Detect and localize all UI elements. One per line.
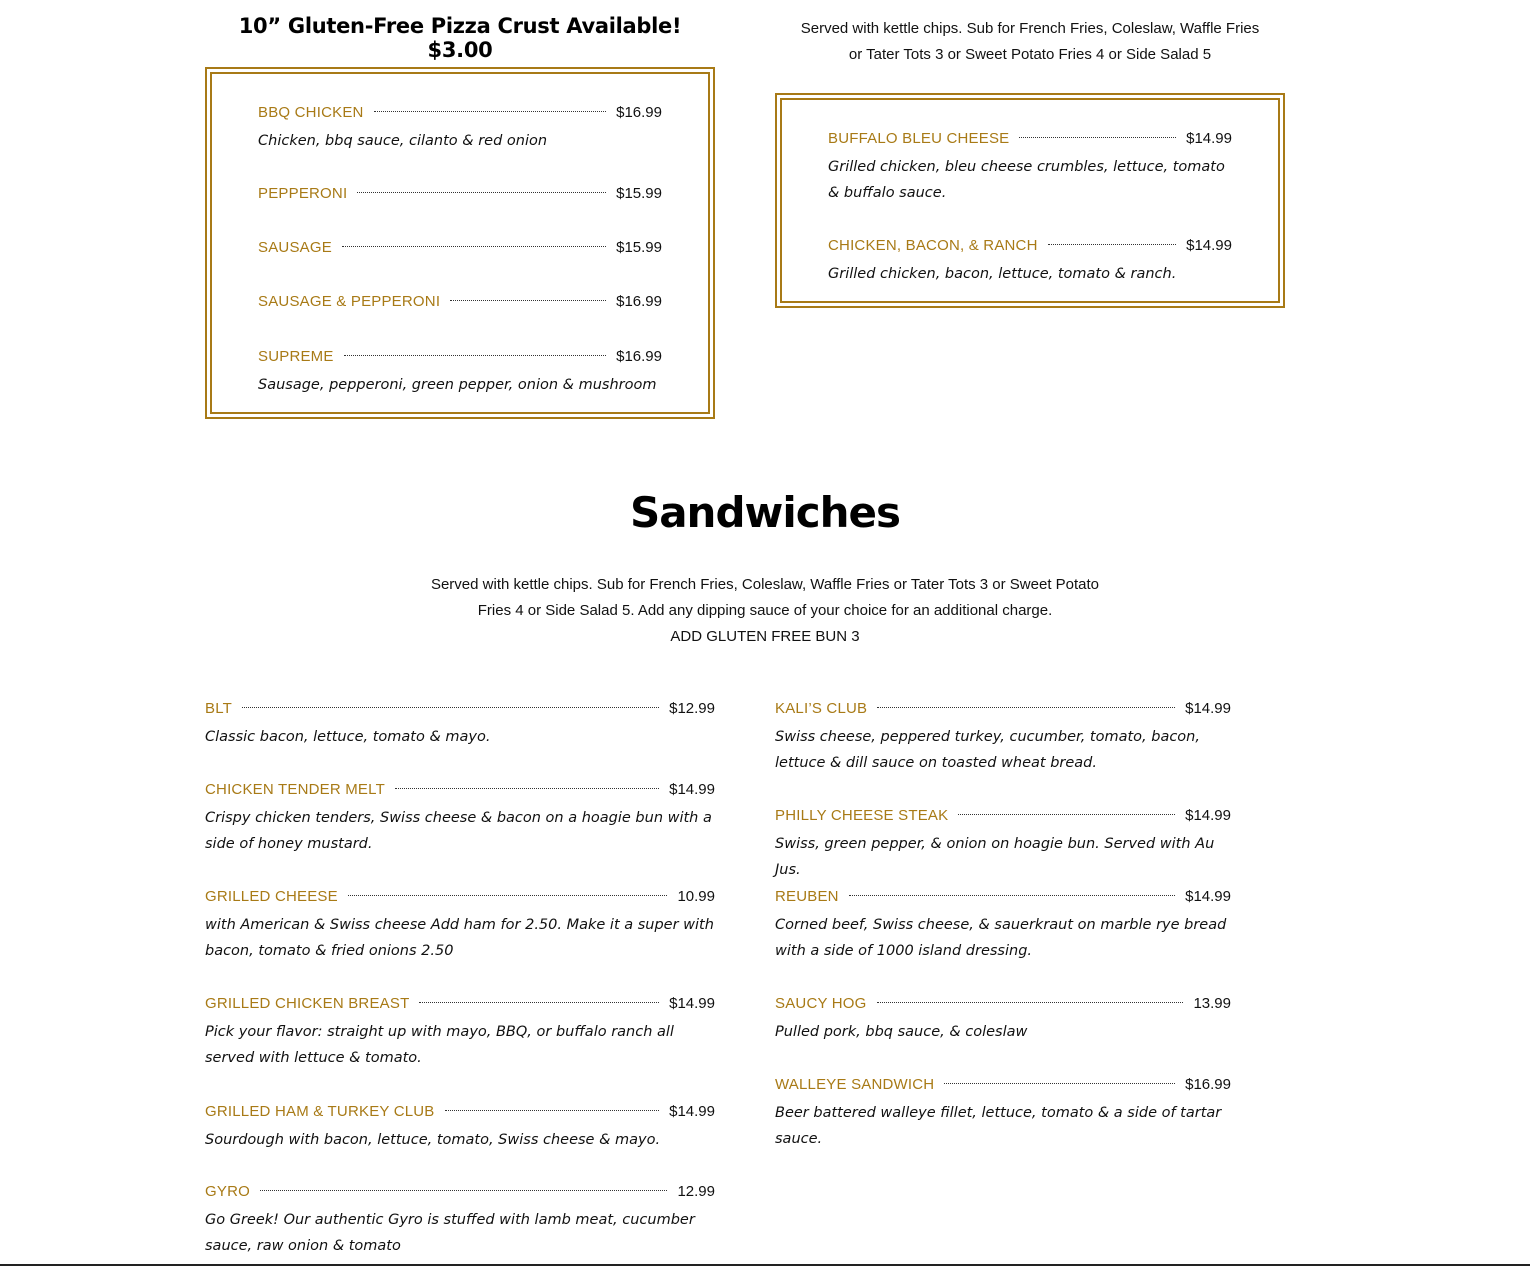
bottom-divider [0,1264,1530,1266]
item-description: Beer battered walleye fillet, lettuce, tomato & a side of tartar sauce. [775,1105,1222,1147]
dotted-leader [374,111,607,112]
item-price: $15.99 [616,185,662,202]
item-price: $16.99 [616,293,662,310]
item-description: Swiss, green pepper, & onion on hoagie bun. Served with Au Jus. [775,836,1215,878]
item-price: 13.99 [1193,995,1231,1012]
item-price: 12.99 [677,1183,715,1200]
item-price: $14.99 [1185,807,1231,824]
menu-item [205,995,715,1071]
dotted-leader [419,1002,659,1003]
item-price: $14.99 [669,781,715,798]
menu-item [205,781,715,857]
menu-item [258,185,662,205]
item-description: Chicken, bbq sauce, cilanto & red onion [258,133,548,149]
item-description: Pick your flavor: straight up with mayo, BBQ, or buffalo ranch all served with lettuce & tomato. [205,1024,674,1066]
item-price: $12.99 [669,700,715,717]
menu-item [258,348,662,398]
item-description: Crispy chicken tenders, Swiss cheese & bacon on a hoagie bun with a side of honey mustard. [205,810,712,852]
item-name: BUFFALO BLEU CHEESE [828,130,1010,147]
item-description: Corned beef, Swiss cheese, & sauerkraut on marble rye bread with a side of 1000 island dressing. [775,917,1227,959]
dotted-leader [1019,137,1176,138]
wraps-note [775,16,1285,68]
item-description: Grilled chicken, bacon, lettuce, tomato & ranch. [828,266,1177,282]
item-price: 10.99 [677,888,715,905]
dotted-leader [344,355,607,356]
menu-item [205,1183,715,1259]
dotted-leader [357,192,606,193]
item-name: SAUSAGE & PEPPERONI [258,293,441,310]
item-name: CHICKEN TENDER MELT [205,781,385,798]
dotted-leader [877,1002,1184,1003]
note-line: Fries 4 or Side Salad 5. Add any dipping sauce of your choice for an additional charge. [477,602,1053,619]
item-name: GRILLED CHEESE [205,888,338,905]
dotted-leader [348,895,668,896]
menu-item [775,995,1231,1045]
item-description: Swiss cheese, peppered turkey, cucumber, tomato, bacon, lettuce & dill sauce on toasted wheat bread. [775,729,1200,771]
dotted-leader [1048,244,1176,245]
dotted-leader [849,895,1175,896]
item-description: Sausage, pepperoni, green pepper, onion & mushroom [258,377,657,393]
item-name: PEPPERONI [258,185,348,202]
menu-item [775,700,1231,776]
item-price: $14.99 [1185,888,1231,905]
note-line: ADD GLUTEN FREE BUN 3 [670,628,860,645]
menu-item [828,237,1232,287]
item-name: CHICKEN, BACON, & RANCH [828,237,1038,254]
item-price: $14.99 [1186,237,1232,254]
dotted-leader [944,1083,1175,1084]
item-name: PHILLY CHEESE STEAK [775,807,949,824]
section-title: Sandwiches [629,488,901,537]
item-price: $14.99 [1186,130,1232,147]
dotted-leader [450,300,606,301]
dotted-leader [445,1110,660,1111]
note-line: Served with kettle chips. Sub for French Fries, Coleslaw, Waffle Fries [800,20,1260,37]
item-description: Grilled chicken, bleu cheese crumbles, lettuce, tomato & buffalo sauce. [828,159,1225,201]
menu-item [775,888,1231,964]
item-price: $16.99 [1185,1076,1231,1093]
item-name: KALI’S CLUB [775,700,868,717]
item-description: with American & Swiss cheese Add ham for 2.50. Make it a super with bacon, tomato & fried onions 2.50 [205,917,714,959]
menu-item [828,130,1232,206]
dotted-leader [342,246,606,247]
gluten-free-note: 10” Gluten-Free Pizza Crust Available! $3.00 [238,14,682,62]
item-price: $16.99 [616,104,662,121]
item-price: $16.99 [616,348,662,365]
dotted-leader [242,707,659,708]
item-price: $15.99 [616,239,662,256]
item-price: $14.99 [669,995,715,1012]
menu-item [258,293,662,313]
note-line: Served with kettle chips. Sub for French Fries, Coleslaw, Waffle Fries or Tater Tots 3 or Sweet Potato [430,576,1100,593]
item-name: GRILLED HAM & TURKEY CLUB [205,1103,435,1120]
item-name: REUBEN [775,888,839,905]
note-line: or Tater Tots 3 or Sweet Potato Fries 4 or Side Salad 5 [848,46,1212,63]
item-name: SAUSAGE [258,239,332,256]
dotted-leader [260,1190,667,1191]
menu-item [775,807,1231,883]
item-name: GRILLED CHICKEN BREAST [205,995,410,1012]
item-name: GYRO [205,1183,250,1200]
dotted-leader [958,814,1175,815]
menu-item [258,104,662,154]
item-name: SAUCY HOG [775,995,867,1012]
menu-item [205,888,715,964]
item-description: Sourdough with bacon, lettuce, tomato, Swiss cheese & mayo. [205,1132,661,1148]
item-price: $14.99 [669,1103,715,1120]
item-name: SUPREME [258,348,334,365]
item-name: WALLEYE SANDWICH [775,1076,935,1093]
menu-item [205,700,715,750]
menu-item [258,239,662,259]
menu-item [205,1103,715,1153]
dotted-leader [877,707,1175,708]
item-name: BLT [205,700,232,717]
item-name: BBQ CHICKEN [258,104,364,121]
item-description: Classic bacon, lettuce, tomato & mayo. [205,729,491,745]
menu-item [775,1076,1231,1152]
sandwiches-note [330,572,1200,650]
item-description: Pulled pork, bbq sauce, & coleslaw [775,1024,1028,1040]
item-price: $14.99 [1185,700,1231,717]
item-description: Go Greek! Our authentic Gyro is stuffed with lamb meat, cucumber sauce, raw onion & tomato [205,1212,695,1254]
dotted-leader [395,788,659,789]
